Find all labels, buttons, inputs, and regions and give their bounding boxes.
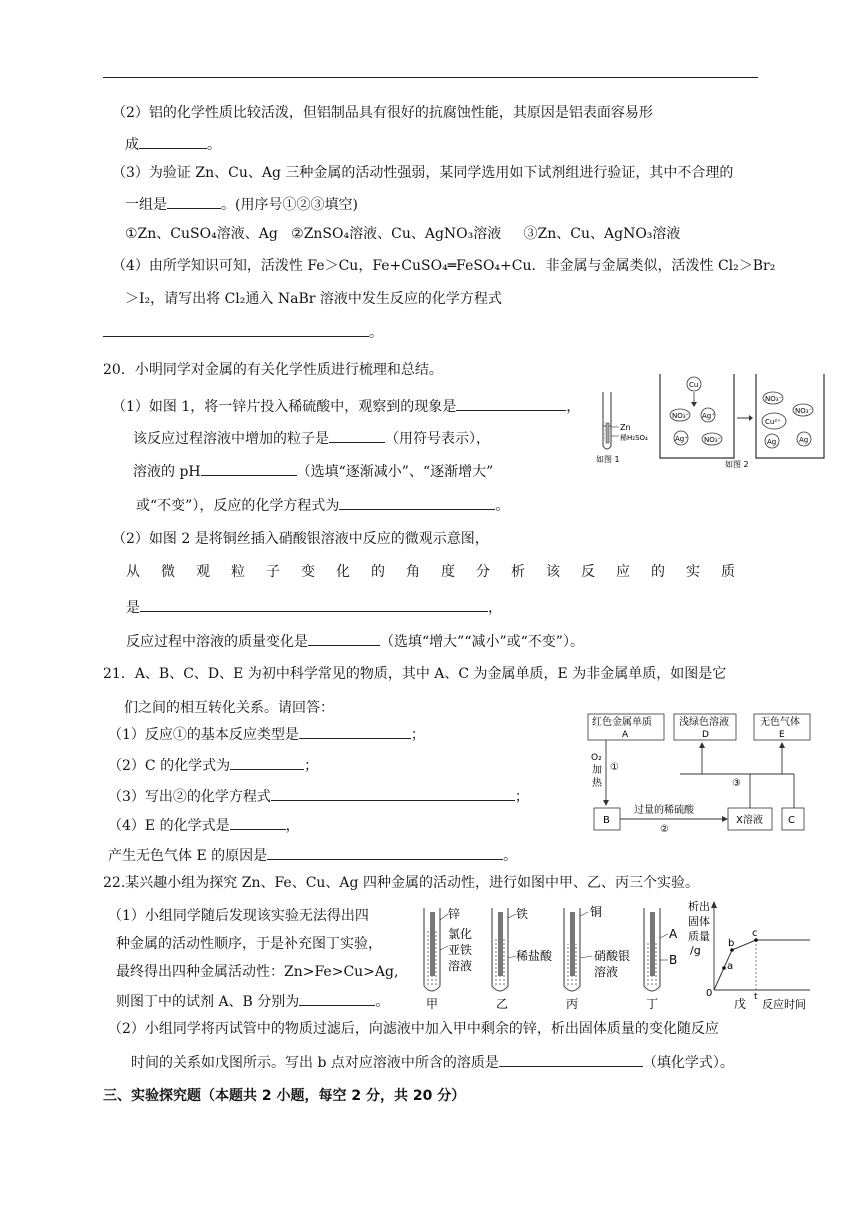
- tube-jia-zn: 锌: [448, 907, 461, 921]
- q20-part1-line3: 溶液的 pH （选填“逐渐减小”、“逐渐增大”: [133, 461, 493, 481]
- box-e-letter: E: [779, 730, 785, 740]
- answer-blank[interactable]: [456, 396, 566, 411]
- graph-y-label-2: 固体: [688, 915, 710, 928]
- q19-part2-line2: 成 。: [125, 134, 221, 154]
- reaction-1-marker: ①: [610, 762, 619, 773]
- box-e-label: 无色气体: [760, 717, 800, 728]
- fig2-cu-atom: Cu: [689, 381, 699, 389]
- heat-label-2: 热: [592, 778, 602, 789]
- graph-t-label: t: [754, 992, 758, 1002]
- graph-origin: 0: [706, 988, 713, 999]
- q21-title-line2: 们之间的相互转化关系。请回答：: [124, 700, 334, 716]
- header-rule: [103, 77, 758, 78]
- fig2-silver-ion: Ag⁺: [702, 412, 715, 420]
- answer-blank[interactable]: [167, 194, 221, 209]
- fig2-silver-ion: Ag⁺: [675, 435, 688, 443]
- q19-part3-line1: （3）为验证 Zn、Cu、Ag 三种金属的活动性强弱，某同学选用如下试剂组进行验证，其中不合理的: [112, 165, 734, 181]
- answer-blank[interactable]: [329, 428, 385, 443]
- fig2-nitrate-ion: NO₃⁻: [672, 412, 690, 420]
- tube-jia-label: 甲: [426, 997, 439, 1010]
- fig2-silver-atom: Ag: [799, 436, 809, 444]
- tube-ding-reagent-a: A: [669, 927, 678, 941]
- graph-x-label: 反应时间: [762, 998, 806, 1010]
- section-3-heading: 三、实验探究题（本题共 2 小题，每空 2 分，共 20 分）: [103, 1088, 466, 1104]
- graph-point-c: c: [752, 928, 758, 939]
- q22-part1-line3: 最终得出四种金属活动性：Zn>Fe>Cu>Ag,: [116, 964, 399, 980]
- box-b-label: B: [603, 815, 610, 826]
- tube-jia-reagent-3: 溶液: [448, 959, 473, 973]
- q22-part2-line1: （2）小组同学将丙试管中的物质过滤后，向滤液中加入甲中剩余的锌，析出固体质量的变化随反应: [108, 1021, 719, 1037]
- tube-bing-reagent-1: 硝酸银: [594, 949, 631, 963]
- q19-part2-line1: （2）铝的化学性质比较活泼，但铝制品具有很好的抗腐蚀性能，其原因是铝表面容易形: [112, 105, 653, 121]
- figure-1-zinc-in-acid: [594, 390, 660, 466]
- answer-blank[interactable]: [230, 815, 286, 830]
- answer-blank[interactable]: [271, 786, 515, 801]
- acid-label: 过量的稀硫酸: [634, 805, 694, 816]
- answer-blank[interactable]: [299, 991, 375, 1006]
- tube-bing-reagent-2: 溶液: [594, 965, 619, 979]
- q19-part4-line3: 。: [103, 322, 383, 342]
- q21-part1: （1）反应①的基本反应类型是 ；: [108, 724, 425, 744]
- q19-part4-line1: （4）由所学知识可知，活泼性 Fe＞Cu，Fe+CuSO₄═FeSO₄+Cu．非金属与金属类似，活泼性 Cl₂＞Br₂: [112, 258, 776, 274]
- box-a-label: 红色金属单质: [592, 717, 652, 728]
- q20-part2-line1: （2）如图 2 是将铜丝插入硝酸银溶液中反应的微观示意图，: [112, 531, 489, 547]
- answer-blank[interactable]: [139, 134, 207, 149]
- tube-jia-reagent-1: 氯化: [448, 927, 473, 941]
- q21-part3: （3）写出②的化学方程式 ；: [108, 786, 529, 806]
- q20-part2-line3: 是 ，: [126, 597, 502, 617]
- tube-yi-hcl: 稀盐酸: [516, 949, 553, 963]
- answer-blank[interactable]: [201, 461, 297, 476]
- tube-yi-fe: 铁: [516, 907, 529, 921]
- tube-ding-reagent-b: B: [669, 953, 678, 967]
- fig2-copper-ion: Cu²⁺: [765, 418, 781, 426]
- box-a-letter: A: [622, 730, 629, 740]
- graph-y-label-3: 质量: [688, 930, 710, 943]
- q22-part2-line2: 时间的关系如戊图所示。写出 b 点对应溶液中所含的溶质是 （填化学式）。: [131, 1052, 734, 1072]
- fig2-nitrate-ion: NO₃⁻: [765, 395, 783, 403]
- box-d-label: 浅绿色溶液: [679, 717, 729, 728]
- q20-part1-line4: 或“不变”），反应的化学方程式为 。: [136, 495, 509, 515]
- box-d-letter: D: [702, 730, 709, 740]
- heat-label-1: 加: [592, 765, 602, 776]
- tube-yi-label: 乙: [496, 997, 509, 1010]
- tube-jia-reagent-2: 亚铁: [448, 943, 473, 957]
- q20-part2-line2: 从微观粒子变化的角度分析该反应的实质: [126, 564, 756, 580]
- fig2-silver-atom: Ag: [767, 438, 777, 446]
- q20-part2-line4: 反应过程中溶液的质量变化是 （选填“增大”“减小”或“不变”）。: [126, 631, 584, 651]
- q20-part1-line2: 该反应过程溶液中增加的粒子是 （用符号表示），: [133, 428, 490, 448]
- answer-blank[interactable]: [299, 724, 411, 739]
- fig2-nitrate-ion: NO₃⁻: [795, 407, 813, 415]
- reaction-3-marker: ③: [732, 778, 741, 789]
- tube-bing-label: 丙: [566, 997, 579, 1010]
- figure-2-copper-in-silver-nitrate: [656, 372, 828, 468]
- q22-part1-line2: 种金属的活动性顺序，于是补充图丁实验，: [116, 936, 382, 952]
- graph-y-label-4: /g: [690, 944, 701, 957]
- q19-options: ①Zn、CuSO₄溶液、Ag ②ZnSO₄溶液、Cu、AgNO₃溶液 ③Zn、Cu、AgNO₃溶液: [125, 226, 681, 242]
- answer-blank[interactable]: [339, 495, 495, 510]
- q22-experiment-figure: [418, 898, 818, 1010]
- answer-blank[interactable]: [230, 755, 304, 770]
- box-x-label: X溶液: [736, 815, 763, 826]
- graph-y-label-1: 析出: [688, 900, 710, 913]
- q20-title: 20．小明同学对金属的有关化学性质进行梳理和总结。: [103, 362, 443, 378]
- q21-part5: 产生无色气体 E 的原因是 。: [108, 845, 517, 865]
- answer-blank[interactable]: [103, 322, 369, 337]
- tube-bing-cu: 铜: [590, 905, 603, 919]
- q21-title-line1: 21．A、B、C、D、E 为初中科学常见的物质，其中 A、C 为金属单质，E 为非金属单质，如图是它: [103, 666, 727, 682]
- answer-blank[interactable]: [267, 845, 503, 860]
- q21-part4: （4）E 的化学式是 ，: [108, 815, 300, 835]
- q19-part3-line2: 一组是 。(用序号①②③填空): [125, 194, 358, 214]
- fig2-nitrate-ion: NO₃⁻: [704, 436, 722, 444]
- tube-ding-label: 丁: [646, 997, 659, 1010]
- q22-part1-line4: 则图丁中的试剂 A、B 分别为 。: [116, 991, 389, 1011]
- graph-point-b: b: [728, 938, 735, 949]
- graph-point-a: a: [727, 961, 734, 972]
- o2-label: O₂: [591, 753, 602, 763]
- answer-blank[interactable]: [140, 597, 488, 612]
- q21-part2: （2）C 的化学式为 ；: [108, 755, 318, 775]
- q21-transformation-diagram: [586, 710, 816, 836]
- fig2-caption: 如图 2: [725, 460, 749, 468]
- box-c-label: C: [788, 815, 795, 826]
- graph-label: 戊: [734, 997, 747, 1010]
- answer-blank[interactable]: [308, 631, 380, 646]
- fig1-acid-label: 稀H₂SO₄: [620, 434, 648, 442]
- q22-part1-line1: （1）小组同学随后发现该实验无法得出四: [108, 908, 369, 924]
- q22-title: 22.某兴趣小组为探究 Zn、Fe、Cu、Ag 四种金属的活动性，进行如图中甲、乙、丙三个实验。: [103, 875, 699, 891]
- q19-part4-line2: ＞I₂，请写出将 Cl₂通入 NaBr 溶液中发生反应的化学方程式: [125, 291, 502, 307]
- reaction-2-marker: ②: [660, 824, 669, 835]
- q20-part1-line1: （1）如图 1，将一锌片投入稀硫酸中，观察到的现象是 ，: [112, 396, 580, 416]
- answer-blank[interactable]: [499, 1052, 643, 1067]
- fig1-zn-label: Zn: [620, 423, 631, 432]
- fig1-caption: 如图 1: [596, 455, 620, 464]
